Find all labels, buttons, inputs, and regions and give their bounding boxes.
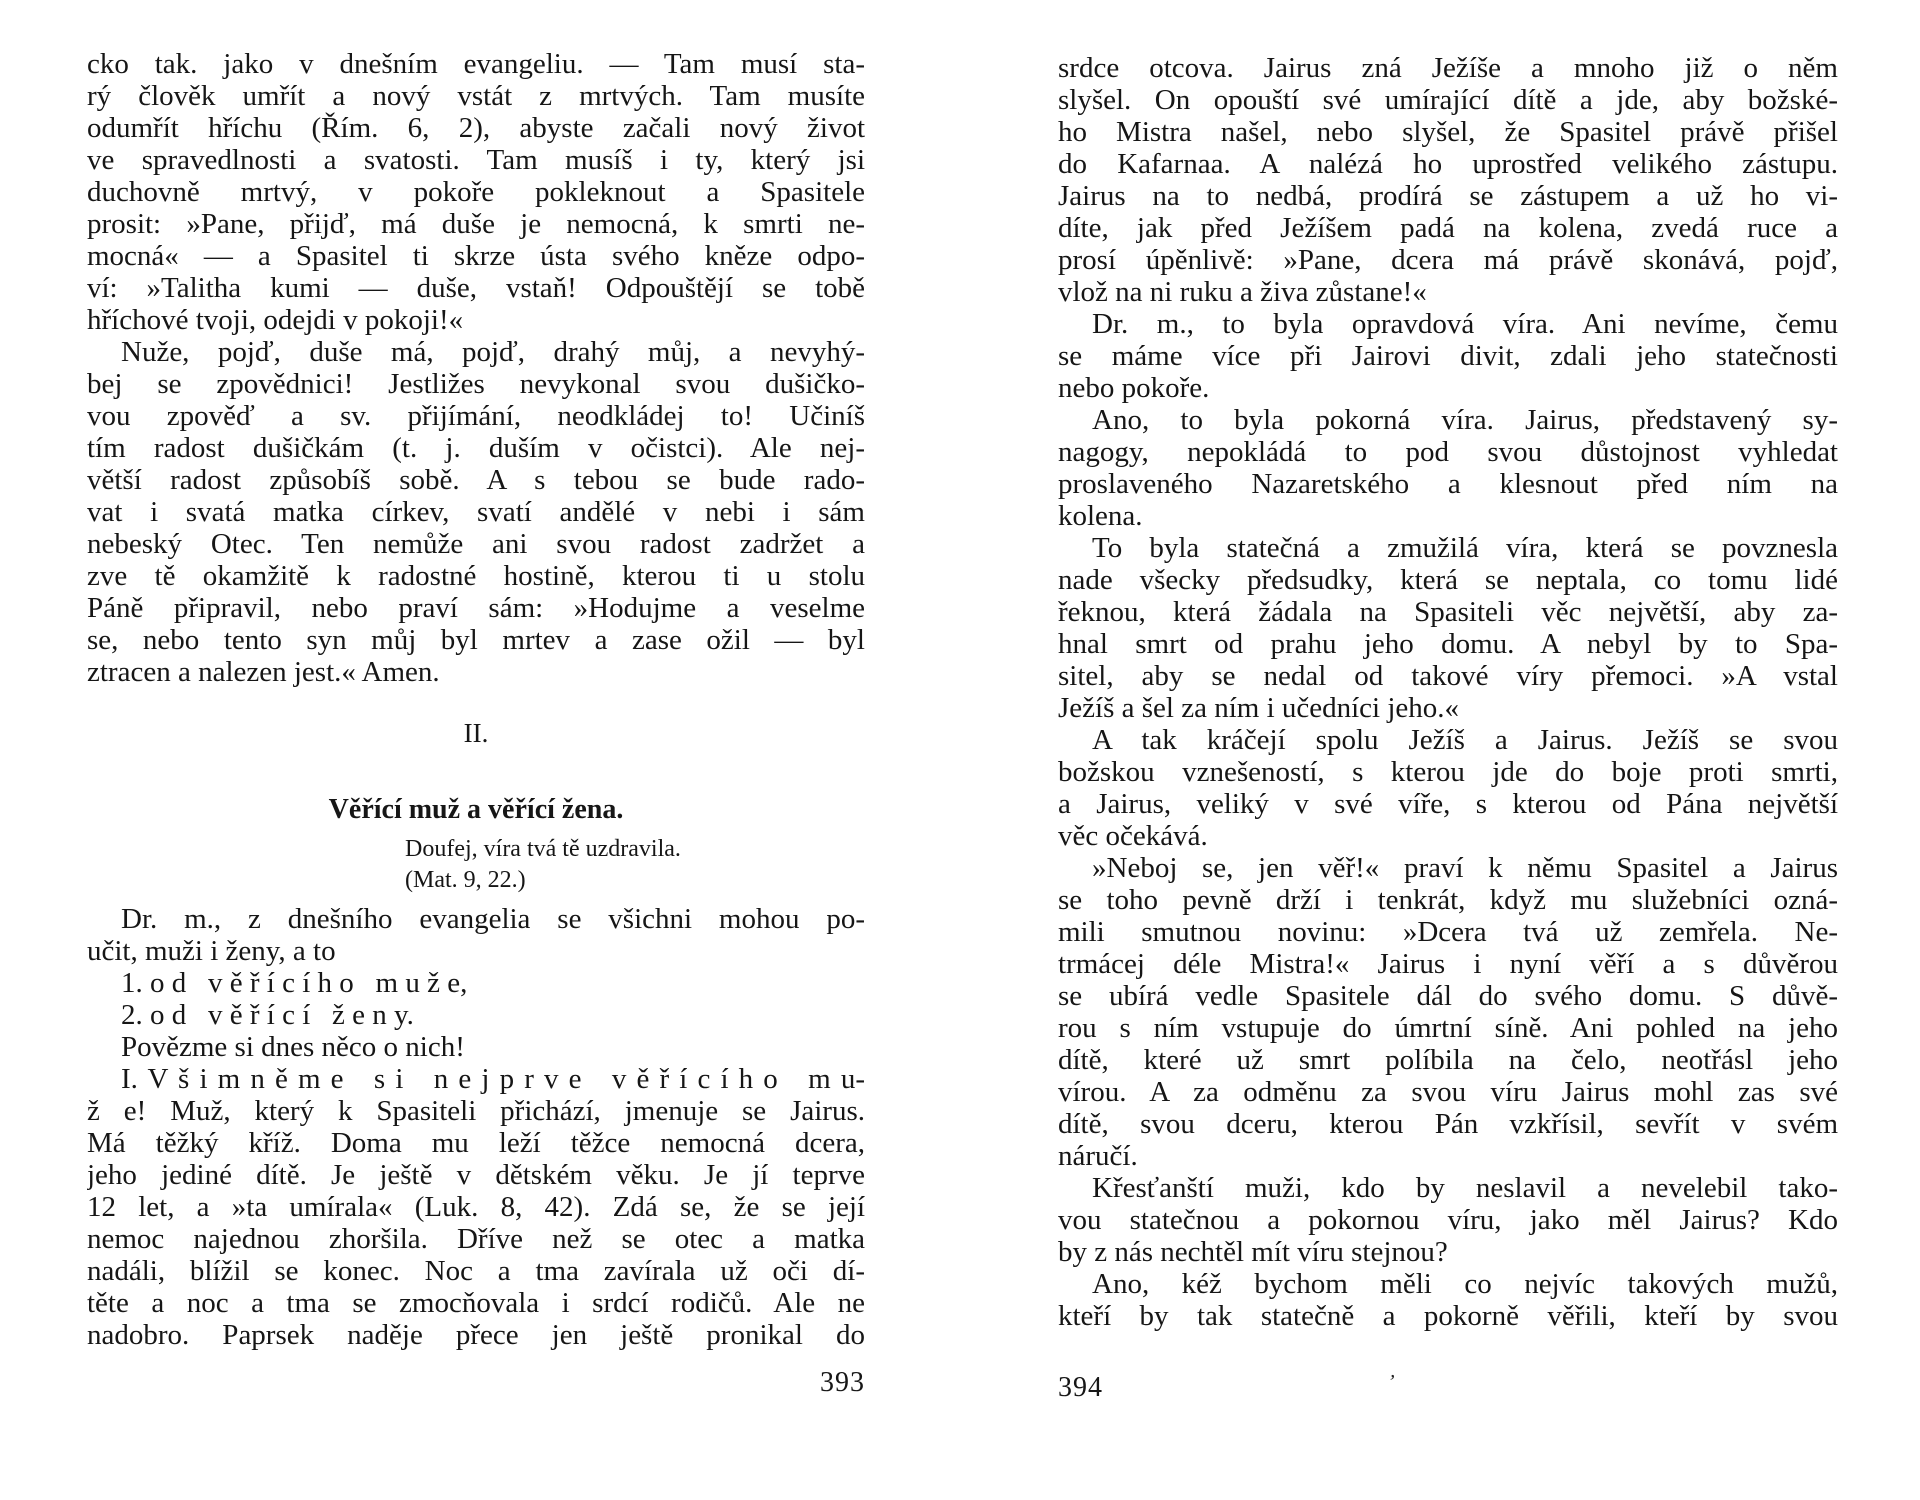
page-number-left: 393	[820, 1367, 865, 1398]
text-line: kteří by tak statečně a pokorně věřili, kteří by svou	[1058, 1300, 1838, 1332]
text-line: slyšel. On opouští své umírající dítě a jde, aby božské-	[1058, 84, 1838, 116]
text-line: I. V š i m n ě m e s i n e j p r v e v ě ř í c í h o m u-	[121, 1063, 865, 1095]
text-line: ztracen a nalezen jest.« Amen.	[87, 656, 440, 688]
text-line: Ano, kéž bychom měli co nejvíc takových mužů,	[1092, 1268, 1838, 1300]
paragraph	[1058, 532, 1838, 724]
text-line: těte a noc a tma se zmocňovala i srdcí rodičů. Ale ne	[87, 1287, 865, 1319]
text-line: mocná« — a Spasitel ti skrze ústa svého kněze odpo-	[87, 240, 865, 272]
text-line: nebeský Otec. Ten nemůže ani svou radost zadržet a	[87, 528, 865, 560]
epigraph-line: Doufej, víra tvá tě uzdravila.	[405, 836, 681, 862]
text-line: tím radost dušičkám (t. j. duším v očistci). Ale nej-	[87, 432, 865, 464]
paragraph	[1058, 724, 1838, 852]
text-line: jeho jediné dítě. Je ještě v dětském věku. Je jí teprve	[87, 1159, 865, 1191]
text-line: věc očekává.	[1058, 820, 1208, 852]
page-column-right	[1058, 52, 1838, 1332]
text-line: Nuže, pojď, duše má, pojď, drahý můj, a nevyhý-	[121, 336, 865, 368]
paragraph	[87, 903, 865, 1351]
paragraph	[87, 48, 865, 336]
text-line: nadobro. Paprsek naděje přece jen ještě pronikal do	[87, 1319, 865, 1351]
epigraph	[87, 834, 865, 896]
text-line: Ano, to byla pokorná víra. Jairus, představený sy-	[1092, 404, 1838, 436]
text-line: nebo pokoře.	[1058, 372, 1210, 404]
text-line: se ubírá vedle Spasitele dál do svého domu. S důvě-	[1058, 980, 1838, 1012]
text-line: hříchové tvoji, odejdi v pokoji!«	[87, 304, 464, 336]
page-number-right: 394	[1058, 1372, 1103, 1403]
text-line: ho Mistra našel, nebo slyšel, že Spasitel právě přišel	[1058, 116, 1838, 148]
text-line: Ježíš a šel za ním i učedníci jeho.«	[1058, 692, 1460, 724]
ink-speck: ‚	[1388, 1359, 1399, 1383]
text-line: učit, muži i ženy, a to	[87, 935, 336, 967]
text-line: kolena.	[1058, 500, 1143, 532]
text-line: Jairus na to nedbá, prodírá se zástupem a už ho vi-	[1058, 180, 1838, 212]
paragraph	[1058, 308, 1838, 404]
text-line: Dr. m., to byla opravdová víra. Ani nevíme, čemu	[1092, 308, 1838, 340]
paragraph	[1058, 404, 1838, 532]
text-line: díte, jak před Ježíšem padá na kolena, zvedá ruce a	[1058, 212, 1838, 244]
text-line: ve spravedlnosti a svatosti. Tam musíš i ty, který jsi	[87, 144, 865, 176]
text-line: vlož na ni ruku a živa zůstane!«	[1058, 276, 1427, 308]
text-line: vat i svatá matka církev, svatí andělé v nebi i sám	[87, 496, 865, 528]
text-line: Dr. m., z dnešního evangelia se všichni mohou po-	[121, 903, 865, 935]
epigraph-line: (Mat. 9, 22.)	[405, 867, 526, 893]
text-line: duchovně mrtvý, v pokoře pokleknout a Spasitele	[87, 176, 865, 208]
text-line: rou s ním vstupuje do úmrtní síně. Ani pohled na jeho	[1058, 1012, 1838, 1044]
text-line: prosí úpěnlivě: »Pane, dcera má právě skonává, pojď,	[1058, 244, 1838, 276]
text-line: trmácej déle Mistra!« Jairus i nyní věří a s důvěrou	[1058, 948, 1838, 980]
text-line: nagogy, nepokládá to pod svou důstojnost vyhledat	[1058, 436, 1838, 468]
text-line: A tak kráčejí spolu Ježíš a Jairus. Ježíš se svou	[1092, 724, 1838, 756]
text-line: vírou. A za odměnu za svou víru Jairus mohl zas své	[1058, 1076, 1838, 1108]
text-line: se, nebo tento syn můj byl mrtev a zase ožil — byl	[87, 624, 865, 656]
paragraph	[1058, 1172, 1838, 1268]
text-line: zve tě okamžitě k radostné hostině, kterou ti u stolu	[87, 560, 865, 592]
paragraph	[1058, 852, 1838, 1172]
text-line: proslaveného Nazaretského a klesnout před ním na	[1058, 468, 1838, 500]
text-line: dítě, svou dceru, kterou Pán vzkřísil, sevřít v svém	[1058, 1108, 1838, 1140]
text-line: 12 let, a »ta umírala« (Luk. 8, 42). Zdá se, že se její	[87, 1191, 865, 1223]
text-line: To byla statečná a zmužilá víra, která se povznesla	[1092, 532, 1838, 564]
section-title: Věřící muž a věřící žena.	[328, 794, 624, 825]
text-line: bej se zpovědnici! Jestližes nevykonal svou dušičko-	[87, 368, 865, 400]
text-line: náručí.	[1058, 1140, 1138, 1172]
text-line: »Neboj se, jen věř!« praví k němu Spasitel a Jairus	[1092, 852, 1838, 884]
text-line: prosit: »Pane, přijď, má duše je nemocná, k smrti ne-	[87, 208, 865, 240]
text-line: mili smutnou novinu: »Dcera tvá už zemřela. Ne-	[1058, 916, 1838, 948]
page-column-left	[87, 48, 865, 1351]
text-line: se toho pevně drží i tenkrát, když mu služebníci ozná-	[1058, 884, 1838, 916]
text-line: cko tak. jako v dnešním evangeliu. — Tam musí sta-	[87, 48, 865, 80]
text-line: do Kafarnaa. A nalézá ho uprostřed velikého zástupu.	[1058, 148, 1838, 180]
paragraph	[1058, 52, 1838, 308]
text-line: Má těžký kříž. Doma mu leží těžce nemocná dcera,	[87, 1127, 865, 1159]
text-line: nade všecky předsudky, která se neptala, co tomu lidé	[1058, 564, 1838, 596]
text-line: nadáli, blížil se konec. Noc a tma zavírala už oči dí-	[87, 1255, 865, 1287]
text-line: a Jairus, veliký v své víře, s kterou od Pána největší	[1058, 788, 1838, 820]
text-line: srdce otcova. Jairus zná Ježíše a mnoho již o něm	[1058, 52, 1838, 84]
text-line: by z nás nechtěl mít víru stejnou?	[1058, 1236, 1448, 1268]
text-line: sitel, aby se nedal od takové víry přemoci. »A vstal	[1058, 660, 1838, 692]
text-line: 1. o d v ě ř í c í h o m u ž e,	[121, 967, 468, 999]
text-line: 2. o d v ě ř í c í ž e n y.	[121, 999, 414, 1031]
text-line: božskou vznešeností, s kterou jde do boje proti smrti,	[1058, 756, 1838, 788]
text-line: ž e! Muž, který k Spasiteli přichází, jmenuje se Jairus.	[87, 1095, 865, 1127]
text-line: vou statečnou a pokornou víru, jako měl Jairus? Kdo	[1058, 1204, 1838, 1236]
text-line: Povězme si dnes něco o nich!	[121, 1031, 465, 1063]
section-numeral: II.	[463, 718, 489, 748]
paragraph	[1058, 1268, 1838, 1332]
text-line: hnal smrt od prahu jeho domu. A nebyl by to Spa-	[1058, 628, 1838, 660]
text-line: řeknou, která žádala na Spasiteli věc největší, aby za-	[1058, 596, 1838, 628]
text-line: vou zpověď a sv. přijímání, neodkládej to! Učiníš	[87, 400, 865, 432]
text-line: Páně připravil, nebo praví sám: »Hodujme a veselme	[87, 592, 865, 624]
text-line: odumřít hříchu (Řím. 6, 2), abyste začali nový život	[87, 112, 865, 144]
text-line: se máme více při Jairovi divit, zdali jeho statečnosti	[1058, 340, 1838, 372]
paragraph	[87, 336, 865, 688]
text-line: rý člověk umřít a nový vstát z mrtvých. Tam musíte	[87, 80, 865, 112]
text-line: Křesťanští muži, kdo by neslavil a nevelebil tako-	[1092, 1172, 1838, 1204]
text-line: nemoc najednou zhoršila. Dříve než se otec a matka	[87, 1223, 865, 1255]
text-line: ví: »Talitha kumi — duše, vstaň! Odpouštějí se tobě	[87, 272, 865, 304]
text-line: dítě, které už smrt políbila na čelo, neotřásl jeho	[1058, 1044, 1838, 1076]
text-line: větší radost způsobíš sobě. A s tebou se bude rado-	[87, 464, 865, 496]
